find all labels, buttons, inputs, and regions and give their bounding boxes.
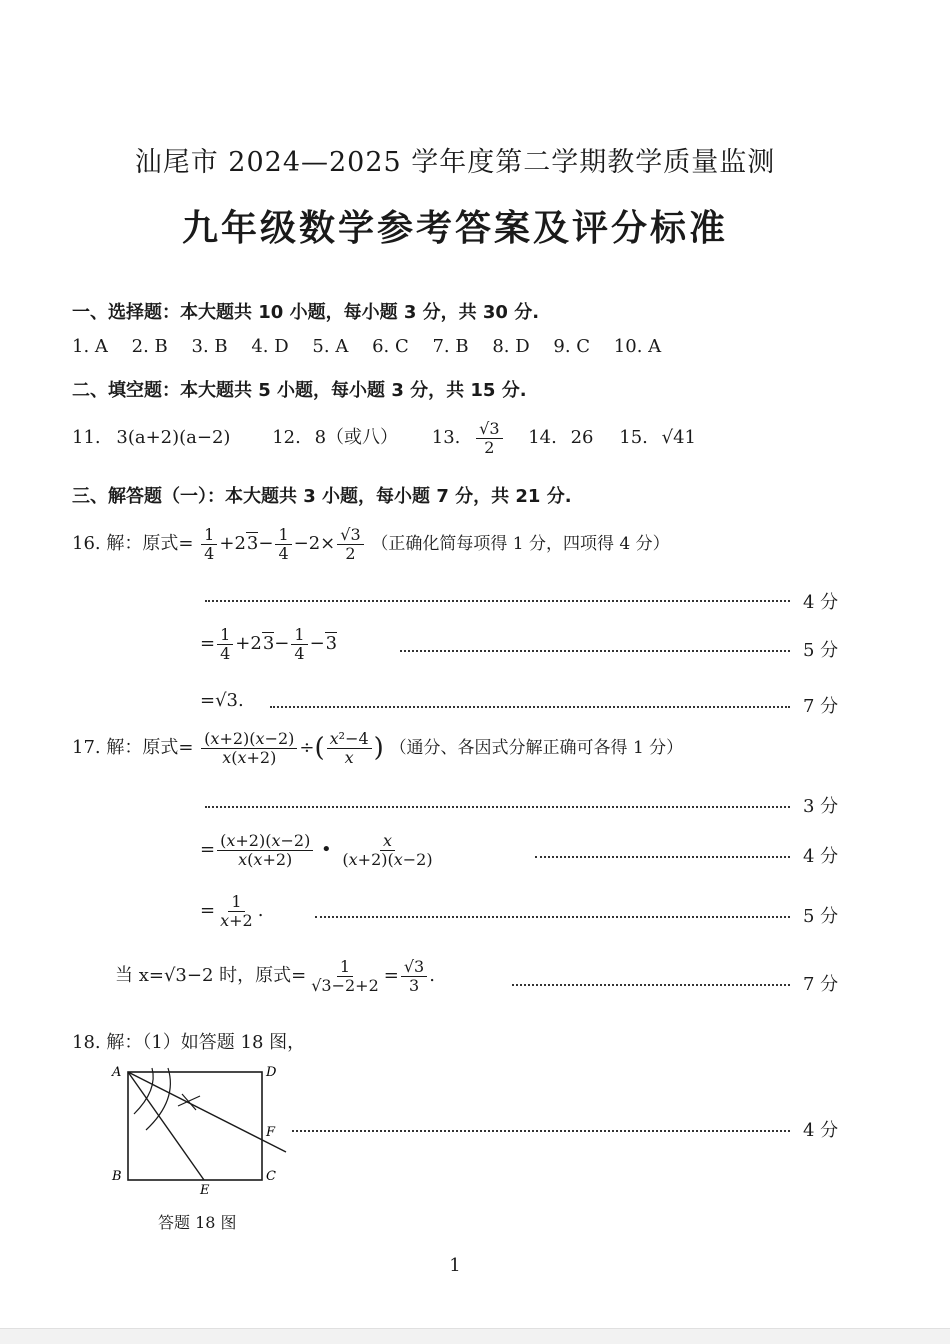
q14-answer: 26 (570, 427, 594, 449)
answer-10: 10. A (613, 336, 662, 357)
fill-answers (72, 420, 696, 456)
q15-answer: √41 (661, 427, 696, 449)
q18-label: 18. 解：（1）如答题 18 图， (72, 1032, 306, 1053)
section3-heading: 三、解答题（一）：本大题共 3 小题，每小题 7 分，共 21 分. (72, 486, 572, 507)
answer-3: 3. B (191, 336, 228, 357)
q13-numerator: √3 (476, 420, 502, 439)
q13-fraction (476, 420, 502, 456)
dot-leader (270, 706, 790, 708)
point-d-label: D (266, 1065, 277, 1080)
frac-sqrt3-2: $\frac{√3}{2}$ (337, 526, 363, 562)
q12-label: 12. (272, 427, 301, 449)
q17-score-4: 4 分 (803, 846, 839, 867)
point-e-label: E (200, 1183, 210, 1198)
q18-score-4: 4 分 (803, 1120, 839, 1141)
bottom-bar (0, 1328, 950, 1344)
arc-1 (146, 1068, 170, 1130)
answer-4: 4. D (251, 336, 289, 357)
q11-answer: 3(a+2)(a−2) (116, 427, 231, 449)
exam-title: 汕尾市 2024—2025 学年度第二学期教学质量监测 (134, 147, 776, 178)
page-number: 1 (449, 1255, 461, 1276)
q17-score-7: 7 分 (803, 974, 839, 995)
answer-7: 7. B (432, 336, 469, 357)
q13-label: 13. (431, 427, 461, 449)
q17-note: （通分、各因式分解正确可各得 1 分） (389, 738, 684, 759)
q17-step2: = $\frac{(x+2)(x-2)}{x(x+2)}$ • $\frac{x}{(x+2)(x-2)}$ (200, 831, 433, 869)
q17-first-line: 17. 解：原式= $\frac{(x+2)(x-2)}{x(x+2)}$ ÷( $\frac{\text{x²−4}}{x}$ ) （通分、各因式分解正确可各得 1 分） (72, 729, 684, 767)
point-c-label: C (266, 1169, 276, 1184)
q12-answer: 8（或八） (314, 427, 399, 449)
arc-2 (134, 1068, 153, 1114)
point-b-label: B (112, 1169, 122, 1184)
dot-leader (535, 856, 790, 858)
q17-score-5: 5 分 (803, 906, 839, 927)
q13-denominator: 2 (484, 437, 495, 457)
answer-1: 1. A (72, 336, 108, 357)
section2-heading: 二、填空题：本大题共 5 小题，每小题 3 分，共 15 分. (72, 380, 527, 401)
q14-label: 14. (528, 427, 557, 449)
frac-1-4b: $\frac{1}{4}$ (275, 526, 291, 562)
arc-mark-2 (178, 1096, 200, 1106)
answer-figure-18 (108, 1060, 298, 1220)
dot-leader (292, 1130, 790, 1132)
figure-caption: 答题 18 图 (158, 1213, 237, 1232)
q17-when: 当 x=√3−2 时，原式= (115, 965, 307, 987)
section1-heading: 一、选择题：本大题共 10 小题，每小题 3 分，共 30 分. (72, 302, 540, 323)
q16-first-line: 16. 解：原式= $\frac{1}{4}$ +23− $\frac{1}{4}$ −2× $\frac{√3}{2}$ （正确化简每项得 1 分，四项得 4 分） (72, 525, 670, 563)
arc-mark-1 (182, 1094, 196, 1110)
answer-5: 5. A (312, 336, 349, 357)
q17-step3: = $\frac{1}{x+2}$ . (200, 892, 264, 930)
q16-note: （正确化简每项得 1 分，四项得 4 分） (371, 534, 670, 555)
q16-step2: = $\frac{1}{4}$ +23− $\frac{1}{4}$ −3 (200, 625, 338, 663)
q16-final: =√3. (200, 690, 244, 711)
dot-leader (315, 916, 790, 918)
dot-leader (400, 650, 790, 652)
answer-2: 2. B (131, 336, 168, 357)
point-a-label: A (112, 1065, 122, 1080)
frac-1-4: $\frac{1}{4}$ (201, 526, 217, 562)
dot-leader (512, 984, 790, 986)
answer-key-title: 九年级数学参考答案及评分标准 (181, 208, 728, 249)
q16-score-5: 5 分 (803, 640, 839, 661)
q16-score-7: 7 分 (803, 696, 839, 717)
answer-9: 9. C (553, 336, 591, 357)
dot-leader (205, 806, 790, 808)
segment-ae (128, 1072, 204, 1180)
q17-evaluation: 当 x=√3−2 时，原式= $\frac{1}{√3-2+2}$ = $\frac{√3}{3}$ . (115, 957, 435, 995)
q11-label: 11. (72, 427, 101, 449)
answer-6: 6. C (372, 336, 409, 357)
dot-leader (205, 600, 790, 602)
choice-answers (72, 336, 679, 357)
rectangle-abcd (128, 1072, 262, 1180)
q16-score-4: 4 分 (803, 592, 839, 613)
q17-label: 17. 解：原式= (72, 737, 194, 759)
q16-label: 16. 解：原式= (72, 533, 194, 555)
q15-label: 15. (619, 427, 648, 449)
answer-8: 8. D (492, 336, 530, 357)
q17-score-3: 3 分 (803, 796, 839, 817)
point-f-label: F (266, 1125, 276, 1140)
